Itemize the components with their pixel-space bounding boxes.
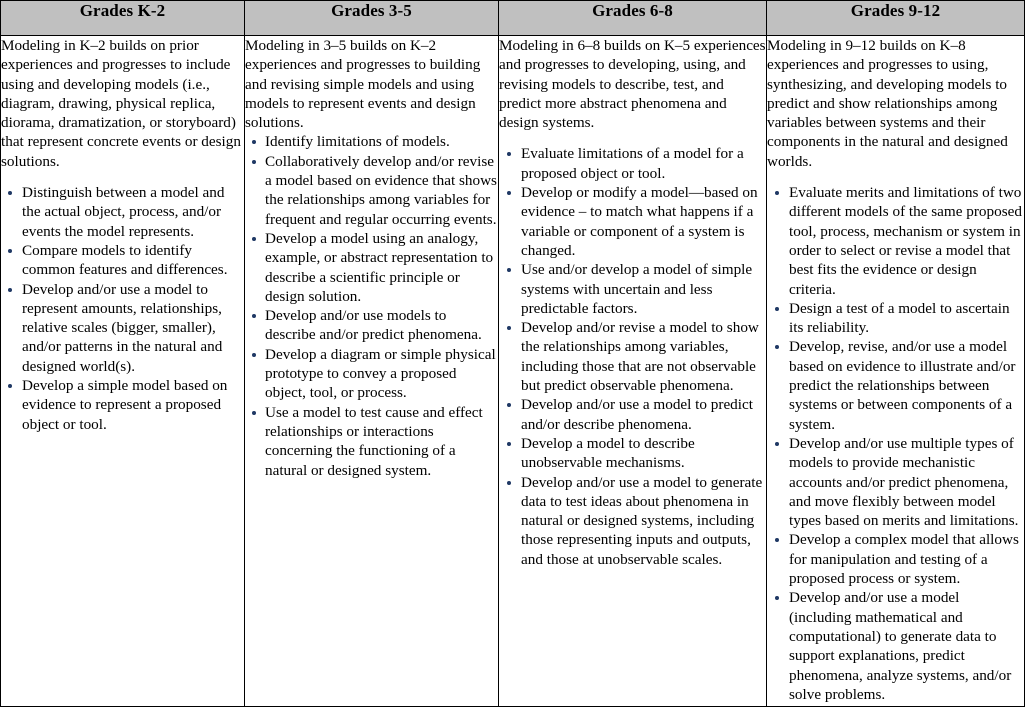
column-header-grades-6-8: Grades 6-8 xyxy=(499,1,767,36)
list-item: Develop a simple model based on evidence to represent a proposed object or tool. xyxy=(1,376,244,434)
column-header-grades-k-2: Grades K-2 xyxy=(1,1,245,36)
list-item: Develop and/or revise a model to show the relationships among variables, including those that are not observable but predict observable phenomena. xyxy=(499,318,766,395)
list-item: Develop and/or use models to describe and/or predict phenomena. xyxy=(245,306,498,345)
intro-text-grades-k-2: Modeling in K–2 builds on prior experiences and progresses to include using and developing models (i.e., diagram, drawing, physical replica, diorama, dramatization, or storyboard) that represent concrete events or design solutions. xyxy=(1,37,241,170)
list-item: Identify limitations of models. xyxy=(245,132,498,151)
list-item: Evaluate limitations of a model for a proposed object or tool. xyxy=(499,144,766,183)
list-item: Compare models to identify common features and differences. xyxy=(1,241,244,280)
cell-grades-3-5 xyxy=(245,36,499,707)
list-item: Develop a complex model that allows for manipulation and testing of a proposed process or system. xyxy=(767,530,1024,588)
list-item: Develop and/or use a model to represent amounts, relationships, relative scales (bigger, smaller), and/or patterns in the natural and designed world(s). xyxy=(1,280,244,376)
bullet-list-grades-3-5 xyxy=(245,132,498,479)
list-item: Develop a diagram or simple physical prototype to convey a proposed object, tool, or process. xyxy=(245,345,498,403)
table-header xyxy=(1,1,1025,36)
list-item: Evaluate merits and limitations of two different models of the same proposed tool, process, mechanism or system in order to select or revise a model that best fits the evidence or design criteria. xyxy=(767,183,1024,299)
list-item: Develop and/or use a model (including mathematical and computational) to generate data to support explanations, predict phenomena, analyze systems, and/or solve problems. xyxy=(767,588,1024,704)
column-header-grades-3-5: Grades 3-5 xyxy=(245,1,499,36)
intro-text-grades-9-12: Modeling in 9–12 builds on K–8 experiences and progresses to using, synthesizing, and developing models to predict and show relationships among variables between systems and their components in the natural and designed worlds. xyxy=(767,37,1008,170)
cell-grades-6-8 xyxy=(499,36,767,707)
intro-text-grades-3-5: Modeling in 3–5 builds on K–2 experiences and progresses to building and revising simple models and using models to represent events and design solutions. xyxy=(245,37,481,132)
table-body xyxy=(1,36,1025,707)
header-row xyxy=(1,1,1025,36)
list-item: Develop and/or use a model to predict and/or describe phenomena. xyxy=(499,395,766,434)
cell-grades-9-12 xyxy=(767,36,1025,707)
cell-grades-k-2 xyxy=(1,36,245,707)
intro-text-grades-6-8: Modeling in 6–8 builds on K–5 experiences and progresses to developing, using, and revising models to describe, test, and predict more abstract phenomena and design systems. xyxy=(499,37,766,132)
bullet-list-grades-k-2 xyxy=(1,183,244,434)
column-header-grades-9-12: Grades 9-12 xyxy=(767,1,1025,36)
list-item: Develop and/or use a model to generate data to test ideas about phenomena in natural or designed systems, including those representing inputs and outputs, and those at unobservable scales. xyxy=(499,473,766,569)
list-item: Develop and/or use multiple types of models to provide mechanistic accounts and/or predict phenomena, and move flexibly between model types based on merits and limitations. xyxy=(767,434,1024,530)
list-item: Develop a model to describe unobservable mechanisms. xyxy=(499,434,766,473)
list-item: Use and/or develop a model of simple systems with uncertain and less predictable factors. xyxy=(499,260,766,318)
list-item: Develop, revise, and/or use a model based on evidence to illustrate and/or predict the relationships between systems or between components of a system. xyxy=(767,337,1024,433)
list-item: Distinguish between a model and the actual object, process, and/or events the model represents. xyxy=(1,183,244,241)
bullet-list-grades-6-8 xyxy=(499,144,766,569)
list-item: Design a test of a model to ascertain its reliability. xyxy=(767,299,1024,338)
list-item: Develop a model using an analogy, example, or abstract representation to describe a scientific principle or design solution. xyxy=(245,229,498,306)
table-row xyxy=(1,36,1025,707)
list-item: Collaboratively develop and/or revise a model based on evidence that shows the relationships among variables for frequent and regular occurring events. xyxy=(245,152,498,229)
list-item: Use a model to test cause and effect relationships or interactions concerning the functioning of a natural or designed system. xyxy=(245,403,498,480)
bullet-list-grades-9-12 xyxy=(767,183,1024,704)
list-item: Develop or modify a model—based on evidence – to match what happens if a variable or component of a system is changed. xyxy=(499,183,766,260)
